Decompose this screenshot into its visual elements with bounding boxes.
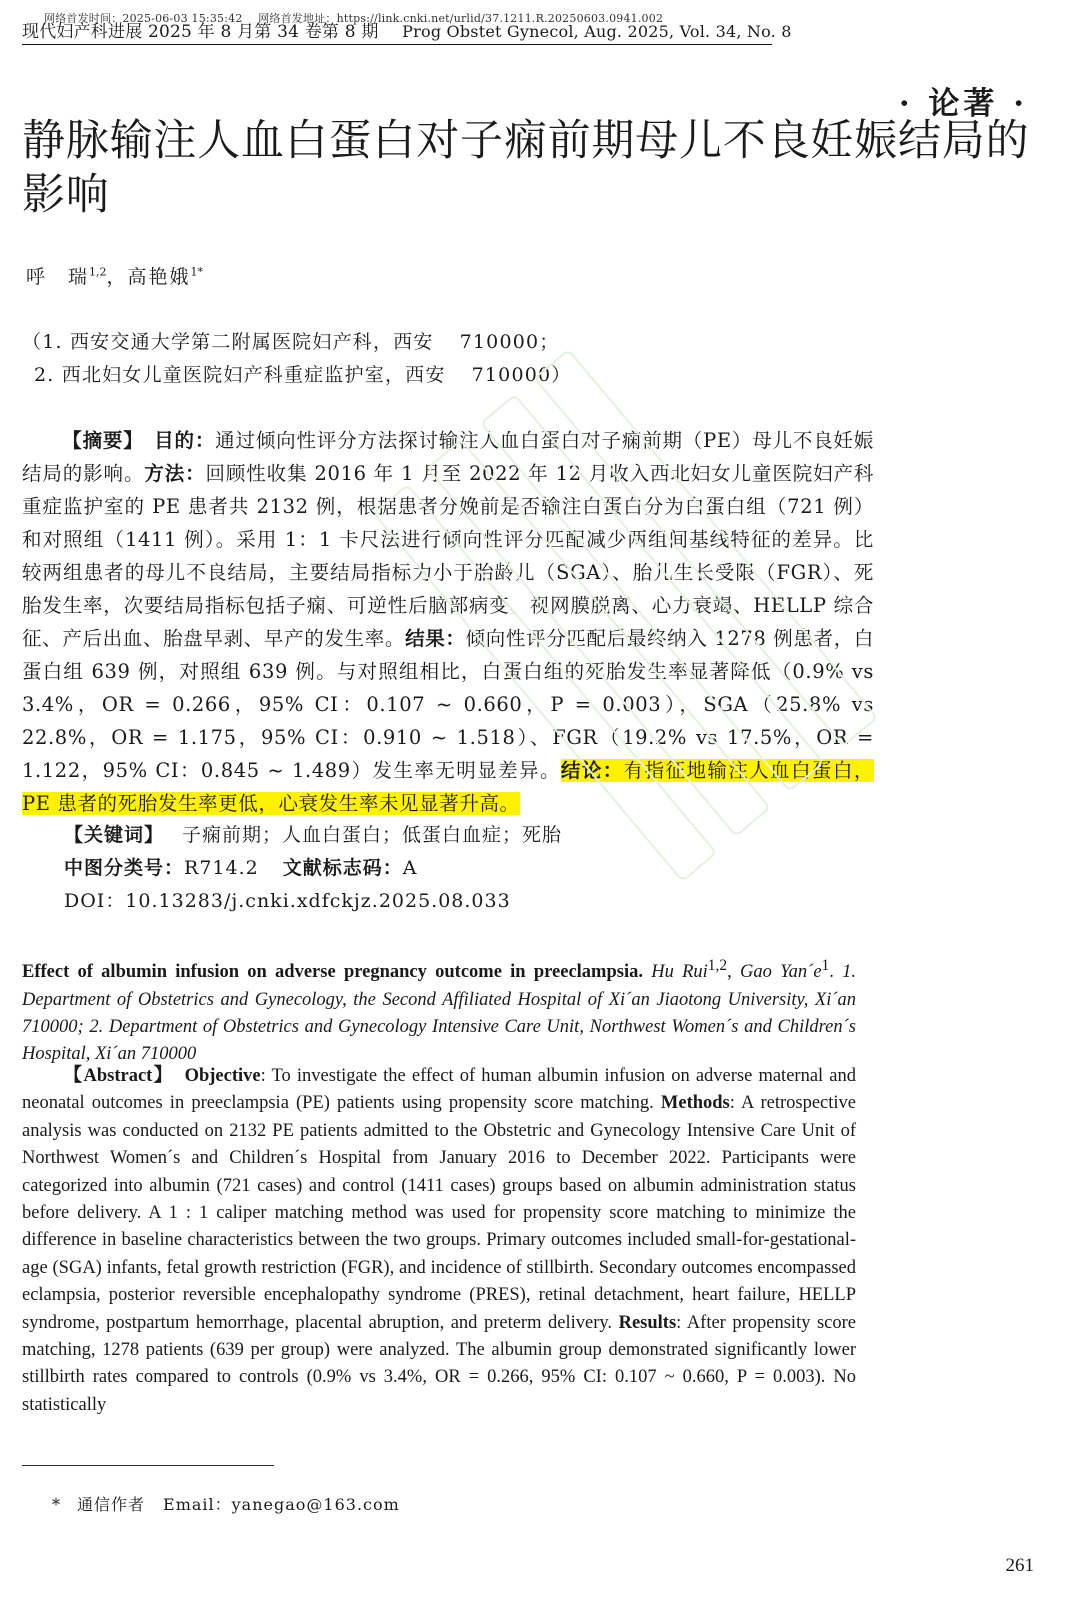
section-label: · 论著 · bbox=[898, 86, 1028, 122]
english-objective-label: Objective bbox=[184, 1066, 261, 1086]
classification-value: R714.2 bbox=[184, 857, 259, 879]
conclusion-text: 有指征地输注人血白蛋白，PE 患者的死胎发生率更低，心衰发生率未见显著升高。 bbox=[22, 759, 874, 815]
english-methods-text: A retrospective analysis was conducted on 2132 PE patients admitted to the Obstetric and Gynecology Intensive Care Unit of Northwest Women´s and Children´s Hospital from January 2016 to December 2022. Participants were categorized into albumin (721 cases) and control (1411 cases) groups based on albumin administration status before delivery. A 1 : 1 caliper matching method was used for propensity score matching to minimize the difference in baseline characteristics between the two groups. Primary outcomes included small-for-gestational-age (SGA) infants, fetal growth restriction (FGR), and incidence of stillbirth. Secondary outcomes encompassed eclampsia, posterior reversible encephalopathy syndrome (PRES), retinal detachment, heart failure, HELLP syndrome, postpartum hemorrhage, placental abruption, and preterm delivery. bbox=[22, 1093, 857, 1333]
english-author-1: Hu Rui bbox=[651, 962, 708, 983]
article-title: 静脉输注人血白蛋白对子痫前期母儿不良妊娠结局的影响 bbox=[22, 116, 1030, 220]
abstract-label: 【摘要】 bbox=[62, 429, 134, 452]
english-results-text: After propensity score matching, 1278 patients (639 per group) were analyzed. The albumin group demonstrated significantly lower stillbirth rates compared to controls (0.9% vs 3.4%, OR = 0.266, 95% CI: 0.107 ~ 0.660, P = 0.003). No statistically bbox=[22, 1312, 857, 1415]
footnote-star: * bbox=[52, 1495, 61, 1514]
english-methods-label: Methods bbox=[660, 1093, 730, 1114]
author-separator: ， bbox=[106, 266, 128, 288]
english-objective-text: To investigate the effect of human albumin infusion on adverse maternal and neonatal outcomes in preeclampsia (PE) patients using propensity score matching. bbox=[22, 1066, 856, 1114]
affiliation-2-zip: 710000） bbox=[471, 364, 572, 386]
objective-text: 通过倾向性评分方法探讨输注人血白蛋白对子痫前期（PE）母儿不良妊娠结局的影响。 bbox=[22, 429, 874, 485]
methods-label: 方法： bbox=[144, 462, 206, 485]
english-title: Effect of albumin infusion on adverse pregnancy outcome in preeclampsia. bbox=[22, 962, 643, 983]
footnote-divider bbox=[22, 1465, 274, 1466]
keywords-line bbox=[64, 820, 562, 847]
author-1-affil: 1,2 bbox=[89, 265, 107, 279]
corresponding-author-footnote bbox=[52, 1492, 400, 1515]
english-author-2: Gao Yan´e bbox=[739, 962, 822, 983]
classification-label: 中图分类号： bbox=[64, 857, 185, 879]
footnote-label: 通信作者 bbox=[77, 1495, 146, 1514]
author-2-affil: 1* bbox=[190, 265, 204, 279]
author-line bbox=[26, 262, 203, 289]
journal-header-cn: 现代妇产科进展 2025 年 8 月第 34 卷第 8 期 bbox=[22, 22, 379, 42]
english-results-label: Results bbox=[618, 1312, 677, 1333]
affiliation-2 bbox=[34, 360, 572, 387]
results-label: 结果： bbox=[405, 627, 466, 650]
objective-label: 目的： bbox=[154, 429, 216, 452]
affiliation-2-text: 2. 西北妇女儿童医院妇产科重症监护室，西安 bbox=[34, 364, 446, 386]
conclusion-label: 结论： bbox=[560, 759, 624, 782]
abstract-chinese bbox=[22, 424, 874, 820]
affiliation-1-text: （1. 西安交通大学第二附属医院妇产科，西安 bbox=[22, 331, 434, 353]
english-author-1-affil: 1,2 bbox=[707, 957, 728, 974]
document-code-value: A bbox=[402, 857, 418, 879]
affiliation-1-zip: 710000； bbox=[459, 331, 560, 353]
journal-header-en: Prog Obstet Gynecol, Aug. 2025, Vol. 34, No. 8 bbox=[402, 22, 792, 41]
english-title-block: Effect of albumin infusion on adverse pregnancy outcome in preeclampsia. Hu Rui$^{1,2}$, Gao $Yan´e^1$. 1. Department of Obstetrics and Gynecology, the Second Affiliated Hospital of Xi´an Jiaotong University, Xi´an 710000; 2. Department of Obstetrics and Gynecology Intensive Care Unit, Northwest Women´s and Children´s Hospital, Xi´an 710000 bbox=[22, 957, 857, 1065]
online-publish-time: 网络首发时间：2025-06-03 15:35:42 bbox=[44, 12, 243, 25]
footnote-email[interactable]: Email：yanegao@163.com bbox=[163, 1495, 400, 1514]
author-1-name: 呼 瑞 bbox=[26, 266, 90, 288]
english-affiliations: 1. Department of Obstetrics and Gynecology, the Second Affiliated Hospital of Xi´an Jiaotong University, Xi´an 710000; 2. Department of Obstetrics and Gynecology Intensive Care Unit, Northwest Women´s and Children´s Hospital, Xi´an 710000 bbox=[22, 962, 857, 1065]
english-author-2-affil: 1 bbox=[821, 957, 830, 974]
journal-running-header bbox=[22, 22, 792, 45]
online-publish-url[interactable]: 网络首发地址：https://link.cnki.net/urlid/37.1211.R.20250603.0941.002 bbox=[258, 12, 664, 25]
author-2-name: 高艳娥 bbox=[127, 266, 191, 288]
doi-line[interactable]: DOI：10.13283/j.cnki.xdfckjz.2025.08.033 bbox=[64, 890, 511, 912]
keywords-value: 子痫前期；人血白蛋白；低蛋白血症；死胎 bbox=[182, 824, 563, 846]
document-code-label: 文献标志码： bbox=[282, 857, 403, 879]
abstract-english: 【Abstract】 Objective: To investigate the effect of human albumin infusion on adverse maternal and neonatal outcomes in preeclampsia (PE) patients using propensity score matching. Methods: A retrospective analysis was conducted on 2132 PE patients admitted to the Obstetric and Gynecology Intensive Care Unit of Northwest Women´s and Children´s Hospital from January 2016 to December 2022. Participants were categorized into albumin (721 cases) and control (1411 cases) groups based on albumin administration status before delivery. A 1 : 1 caliper matching method was used for propensity score matching to minimize the difference in baseline characteristics between the two groups. Primary outcomes included small-for-gestational-age (SGA) infants, fetal growth restriction (FGR), and incidence of stillbirth. Secondary outcomes encompassed eclampsia, posterior reversible encephalopathy syndrome (PRES), retinal detachment, heart failure, HELLP syndrome, postpartum hemorrhage, placental abruption, and preterm delivery. Results: After propensity score matching, 1278 patients (639 per group) were analyzed. The albumin group demonstrated significantly lower stillbirth rates compared to controls (0.9% vs 3.4%, OR = 0.266, 95% CI: 0.107 ~ 0.660, P = 0.003). No statistically bbox=[22, 1066, 857, 1415]
results-text: 倾向性评分匹配后最终纳入 1278 例患者，白蛋白组 639 例，对照组 639 例。与对照组相比，白蛋白组的死胎发生率显著降低（0.9% vs 3.4%，OR = 0.266，95% CI：0.107 ~ 0.660，P = 0.003），SGA（25.8% vs 22.8%，OR = 1.175，95% CI：0.910 ~ 1.518）、FGR（19.2% vs 17.5%，OR = 1.122，95% CI：0.845 ~ 1.489）发生率无明显差异。 bbox=[22, 627, 874, 782]
affiliation-1 bbox=[22, 327, 560, 354]
english-abstract-label: 【Abstract】 bbox=[62, 1066, 165, 1086]
page-number: 261 bbox=[1005, 1555, 1034, 1576]
classification-line bbox=[64, 853, 417, 880]
keywords-label: 【关键词】 bbox=[64, 824, 165, 846]
methods-text: 回顾性收集 2016 年 1 月至 2022 年 12 月收入西北妇女儿童医院妇产科重症监护室的 PE 患者共 2132 例，根据患者分娩前是否输注白蛋白分为白蛋白组（721 例）和对照组（1411 例）。采用 1：1 卡尺法进行倾向性评分匹配减少两组间基线特征的差异。比较两组患者的母儿不良结局，主要结局指标为小于胎龄儿（SGA）、胎儿生长受限（FGR）、死胎发生率，次要结局指标包括子痫、可逆性后脑部病变、视网膜脱离、心力衰竭、HELLP 综合征、产后出血、胎盘早剥、早产的发生率。 bbox=[22, 462, 874, 650]
